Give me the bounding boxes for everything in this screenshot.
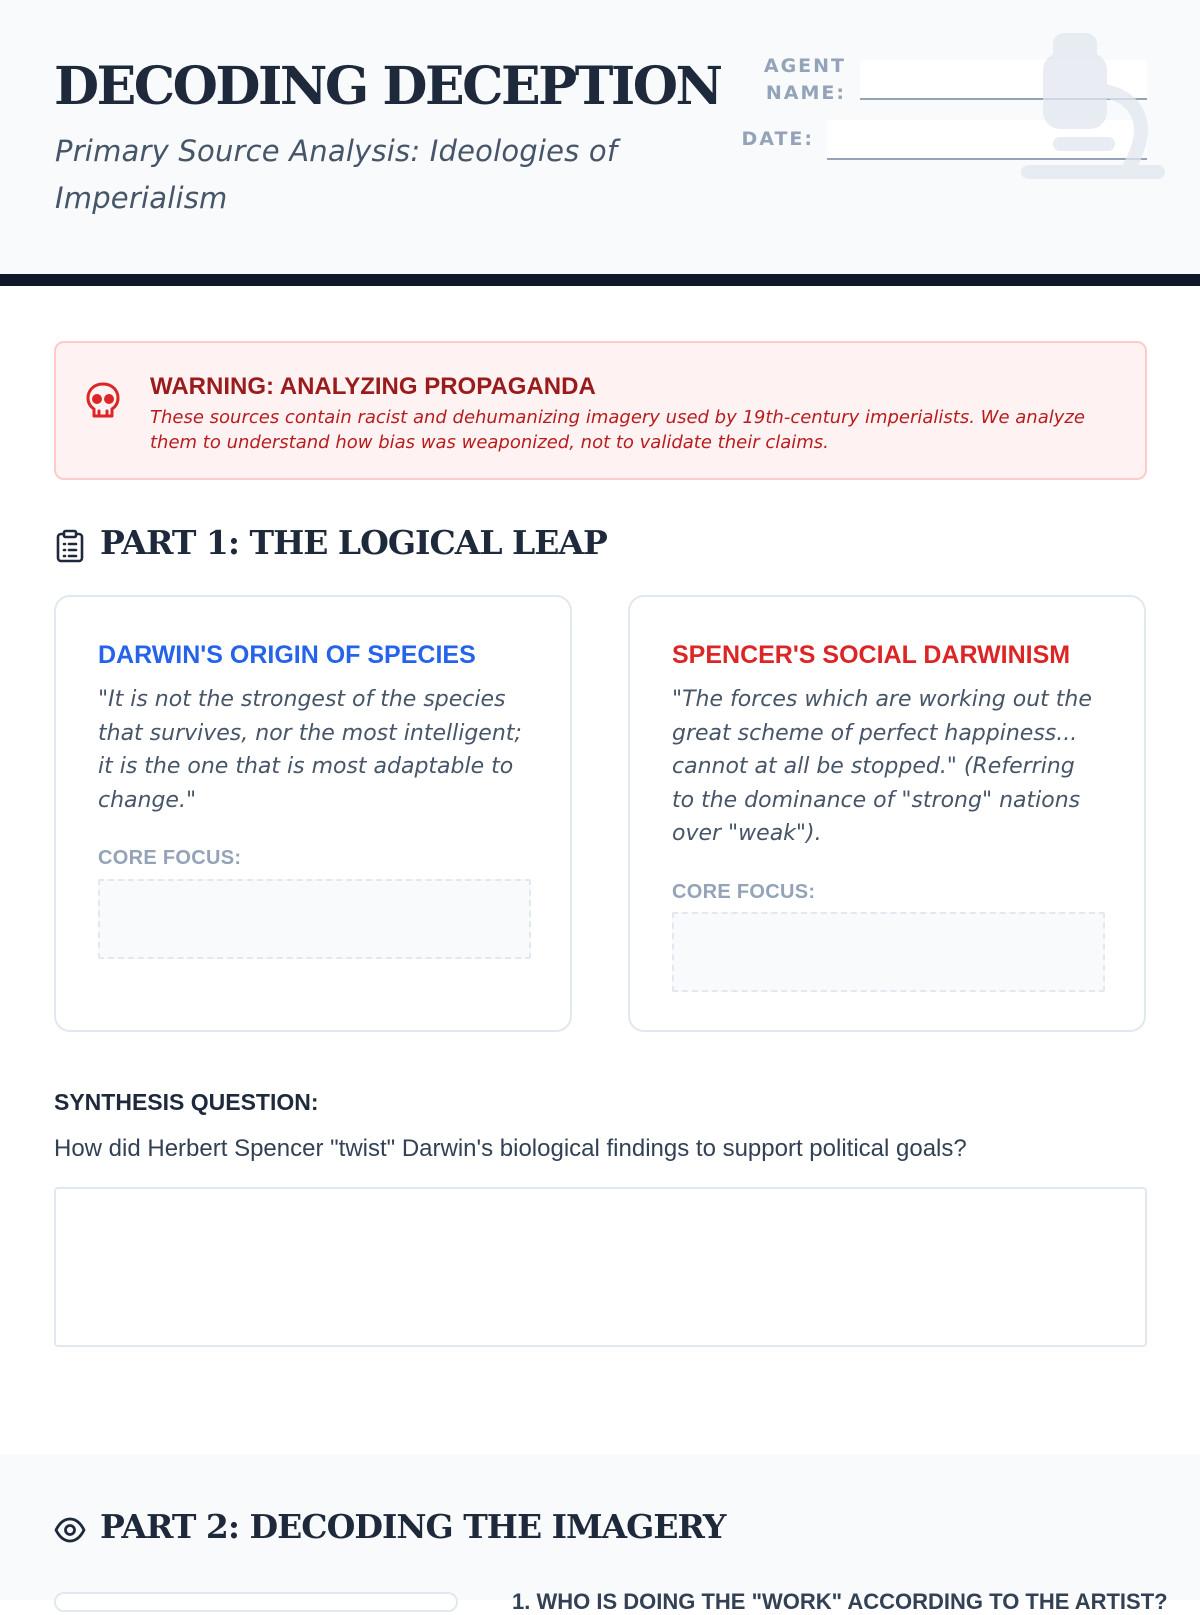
source-card-darwin (54, 595, 572, 1032)
page-subtitle: Primary Source Analysis: Ideologies of Imperialism (55, 134, 618, 215)
skull-icon (85, 381, 121, 421)
clipboard-icon (54, 529, 86, 563)
header-divider (0, 274, 1200, 286)
eye-icon (54, 1513, 86, 1547)
date-label: DATE: (741, 128, 814, 150)
synthesis-label: SYNTHESIS QUESTION: (54, 1089, 319, 1115)
part2-question: 1. WHO IS DOING THE "WORK" ACCORDING TO THE ARTIST? (512, 1589, 1168, 1614)
warning-text: These sources contain racist and dehumanizing imagery used by 19th-century imperialists. We analyze them to understand how bias was weaponized, not to validate their claims. (150, 407, 1085, 453)
card-title: SPENCER'S SOCIAL DARWINISM (672, 641, 1071, 669)
image-card (54, 1592, 458, 1612)
microscope-icon (1020, 26, 1170, 186)
source-quote: "The forces which are working out the great scheme of perfect happiness... cannot at all be stopped." (Referring to the dominance of "strong" nations over "weak"). (672, 687, 1092, 846)
synthesis-answer-field[interactable] (54, 1187, 1147, 1347)
core-focus-field[interactable] (98, 879, 531, 959)
part2-title: PART 2: DECODING THE IMAGERY (100, 1507, 726, 1546)
part1-title: PART 1: THE LOGICAL LEAP (100, 523, 607, 562)
core-focus-field[interactable] (672, 912, 1105, 992)
worksheet-header (0, 0, 1200, 275)
core-focus-label: CORE FOCUS: (672, 881, 816, 903)
page-title: DECODING DECEPTION (54, 56, 721, 117)
agent-name-label: AGENT NAME: (763, 55, 846, 104)
warning-banner (54, 341, 1147, 480)
source-card-spencer (628, 595, 1146, 1032)
source-quote: "It is not the strongest of the species that survives, nor the most intelligent; it is the one that is most adaptable to change." (98, 687, 522, 813)
synthesis-question: How did Herbert Spencer "twist" Darwin's biological findings to support political goals? (54, 1135, 967, 1162)
core-focus-label: CORE FOCUS: (98, 847, 242, 869)
warning-title: WARNING: ANALYZING PROPAGANDA (150, 373, 596, 400)
card-title: DARWIN'S ORIGIN OF SPECIES (98, 641, 476, 669)
